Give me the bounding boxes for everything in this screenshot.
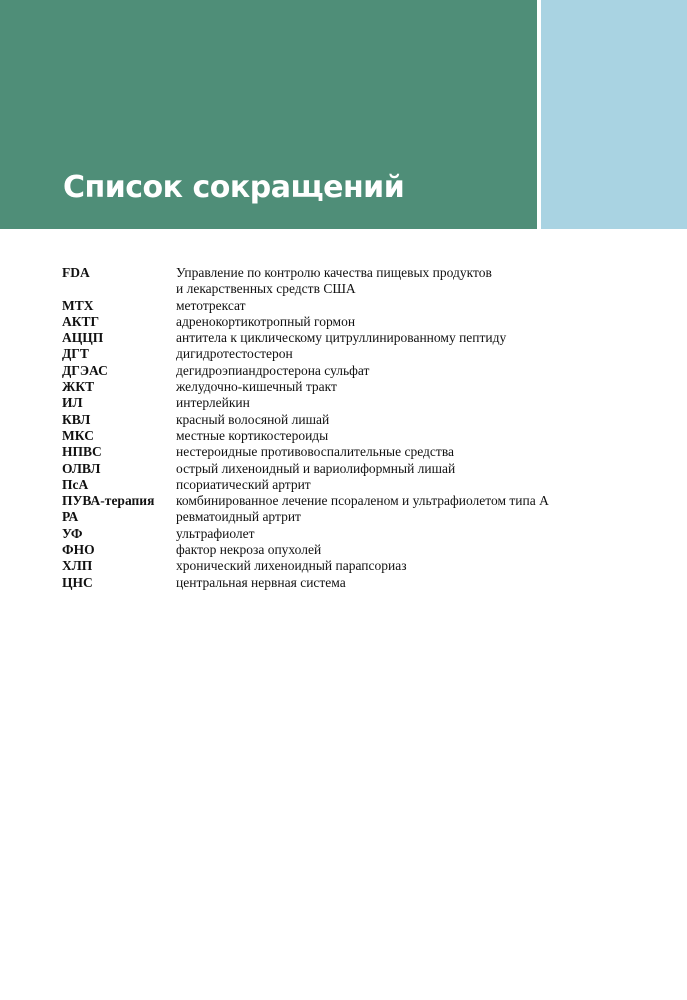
abbreviation-row — [62, 395, 622, 411]
abbreviation-row — [62, 509, 622, 525]
abbreviation-term: ОЛВЛ — [62, 460, 101, 476]
abbreviation-definition: Управление по контролю качества пищевых продуктов и лекарственных средств США — [176, 265, 492, 297]
abbreviation-list — [62, 265, 622, 591]
abbreviation-definition: нестероидные противовоспалительные средства — [176, 444, 455, 460]
abbreviation-term: ЦНС — [62, 574, 93, 590]
abbreviation-definition: псориатический артрит — [176, 476, 311, 492]
abbreviation-definition: центральная нервная система — [176, 574, 346, 590]
abbreviation-definition: ревматоидный артрит — [176, 509, 301, 525]
abbreviation-term: УФ — [62, 525, 83, 541]
abbreviation-term: ПсА — [62, 476, 89, 492]
abbreviation-definition: местные кортикостероиды — [176, 427, 329, 443]
abbreviation-row — [62, 526, 622, 542]
abbreviation-row — [62, 363, 622, 379]
abbreviation-definition: острый лихеноидный и вариолиформный лишай — [176, 460, 456, 476]
abbreviation-term: КВЛ — [62, 411, 91, 427]
abbreviation-row — [62, 379, 622, 395]
page-title: Список сокращений — [63, 170, 405, 205]
abbreviation-row — [62, 265, 622, 298]
abbreviation-row — [62, 575, 622, 591]
abbreviation-term: АКТГ — [62, 313, 100, 329]
abbreviation-definition: хронический лихеноидный парапсориаз — [176, 558, 407, 574]
abbreviation-term: ПУВА-терапия — [62, 493, 155, 509]
abbreviation-definition: дегидроэпиандростерона сульфат — [176, 362, 370, 378]
abbreviation-term: АЦЦП — [62, 330, 104, 346]
header-band-blue — [541, 0, 687, 229]
abbreviation-term: ЖКТ — [62, 379, 95, 395]
abbreviation-row — [62, 444, 622, 460]
abbreviation-row — [62, 428, 622, 444]
abbreviation-row — [62, 493, 622, 509]
abbreviation-row — [62, 330, 622, 346]
abbreviation-term: ХЛП — [62, 558, 93, 574]
abbreviation-definition: желудочно-кишечный тракт — [176, 379, 337, 395]
abbreviation-term: МТХ — [62, 297, 94, 313]
abbreviation-row — [62, 558, 622, 574]
abbreviation-term: ДГТ — [62, 346, 89, 362]
abbreviation-row — [62, 412, 622, 428]
abbreviation-definition: метотрексат — [176, 297, 246, 313]
abbreviation-row — [62, 346, 622, 362]
abbreviation-row — [62, 298, 622, 314]
abbreviation-row — [62, 461, 622, 477]
abbreviation-term: НПВС — [62, 444, 102, 460]
abbreviation-term: ДГЭАС — [62, 362, 108, 378]
abbreviation-term: МКС — [62, 427, 94, 443]
abbreviation-definition: интерлейкин — [176, 395, 250, 411]
abbreviation-term: ИЛ — [62, 395, 83, 411]
abbreviation-definition: антитела к циклическому цитруллинированному пептиду — [176, 330, 507, 346]
abbreviation-definition: комбинированное лечение псораленом и ультрафиолетом типа А — [176, 493, 549, 509]
abbreviation-row — [62, 477, 622, 493]
abbreviation-row — [62, 314, 622, 330]
abbreviation-term: ФНО — [62, 542, 95, 558]
abbreviation-row — [62, 542, 622, 558]
abbreviation-definition: ультрафиолет — [176, 525, 255, 541]
abbreviation-definition: адренокортикотропный гормон — [176, 313, 356, 329]
abbreviation-definition: фактор некроза опухолей — [176, 542, 322, 558]
abbreviation-term: РА — [62, 509, 79, 525]
abbreviation-term: FDA — [62, 265, 90, 280]
abbreviation-definition: дигидротестостерон — [176, 346, 293, 362]
abbreviation-definition: красный волосяной лишай — [176, 411, 330, 427]
